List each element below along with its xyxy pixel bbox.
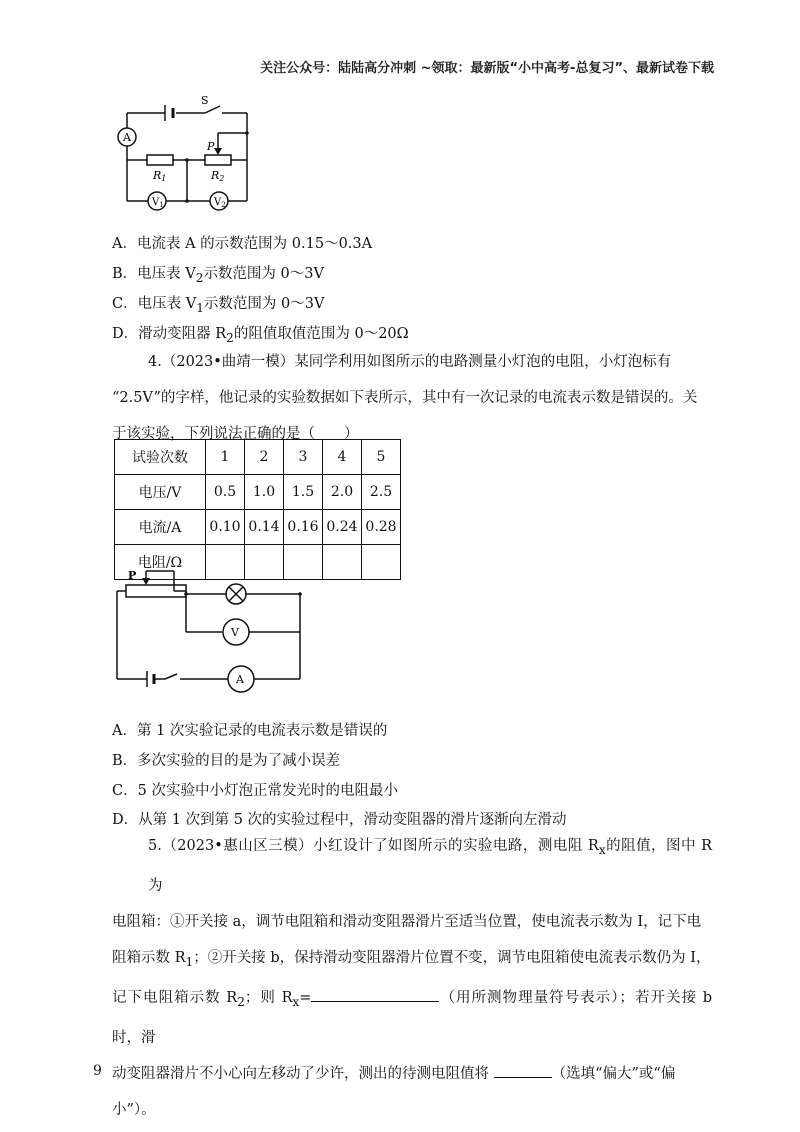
q4-option-c[interactable]: C．5 次实验中小灯泡正常发光时的电阻最小 bbox=[112, 783, 398, 799]
svg-text:V2: $V_2$ bbox=[214, 197, 226, 209]
r2-label: R bbox=[211, 169, 220, 182]
v2-label: V bbox=[214, 197, 222, 208]
q3-option-d[interactable]: D．滑动变阻器 $R_2$的阻值取值范围为 0～20Ω bbox=[112, 326, 409, 345]
slider-label: P bbox=[128, 569, 137, 582]
svg-text:V1: $V_1$ bbox=[152, 197, 164, 209]
switch-label: S bbox=[201, 95, 209, 107]
q3-option-b[interactable]: B．电压表 $V_2$示数范围为 0～3V bbox=[112, 266, 324, 285]
slider-label: P bbox=[207, 140, 215, 153]
q5-stem: 5.（2023•惠山区三模）小红设计了如图所示的实验电路，测电阻 $R_x$的阻值，图中 R 为 电阻箱：①开关接 a，调节电阻箱和滑动变阻器滑片至适当位置，使电流表示数为 I，记下电 阻箱示数 $R_1$；②开关接 b，保持滑动变阻器滑片位置不变，调节电阻箱使电流表示数仍为 I， 记下电阻箱示数 $R_2$；则 $R_x=$ （用所测物理量符号表示）；若开关接 b 时，滑 动变阻器滑片不小心向左移动了少许，测出的待测电阻值将 （选填“偏大”或“偏 小”）。 bbox=[112, 838, 712, 1118]
circuit-diagram-1 bbox=[110, 95, 270, 215]
q4-stem: 4.（2023•曲靖一模）某同学利用如图所示的电路测量小灯泡的电阻，小灯泡标有 “2.5V”的字样，他记录的实验数据如下表所示，其中有一次记录的电流表示数是错误的。关 于该实验，下列说法正确的是（ ） bbox=[112, 354, 698, 442]
table-row: 试验次数 1 2 3 4 5 bbox=[115, 440, 401, 475]
svg-text:R1: R1 bbox=[153, 169, 167, 183]
ammeter-label: A bbox=[236, 673, 244, 686]
r1-label: R bbox=[153, 169, 162, 182]
q3-option-a[interactable]: A．电流表 A 的示数范围为 0.15～0.3A bbox=[112, 236, 373, 252]
circuit-diagram-2 bbox=[110, 568, 310, 698]
page-number: 9 bbox=[93, 1063, 102, 1079]
q4-option-d[interactable]: D．从第 1 次到第 5 次的实验过程中，滑动变阻器的滑片逐渐向左滑动 bbox=[112, 812, 567, 828]
svg-text:R2: R2 bbox=[211, 169, 225, 183]
ammeter-label: A bbox=[123, 131, 131, 144]
q4-option-a[interactable]: A．第 1 次实验记录的电流表示数是错误的 bbox=[112, 723, 388, 739]
voltmeter-label: V bbox=[231, 626, 239, 639]
table-row: 电流/A 0.10 0.14 0.16 0.24 0.28 bbox=[115, 510, 401, 545]
table-row: 电阻/Ω bbox=[115, 545, 401, 580]
table-row: 电压/V 0.5 1.0 1.5 2.0 2.5 bbox=[115, 475, 401, 510]
q4-data-table bbox=[114, 439, 401, 580]
q4-option-b[interactable]: B．多次实验的目的是为了减小误差 bbox=[112, 753, 341, 769]
v1-label: V bbox=[152, 197, 160, 208]
rx-answer-blank[interactable] bbox=[311, 987, 439, 1002]
q3-option-c[interactable]: C．电压表 $V_1$示数范围为 0～3V bbox=[112, 296, 325, 315]
page-header: 关注公众号：陆陆高分冲刺 ~领取：最新版“小中高考-总复习”、最新试卷下载 bbox=[260, 61, 714, 76]
result-answer-blank[interactable] bbox=[494, 1063, 552, 1078]
